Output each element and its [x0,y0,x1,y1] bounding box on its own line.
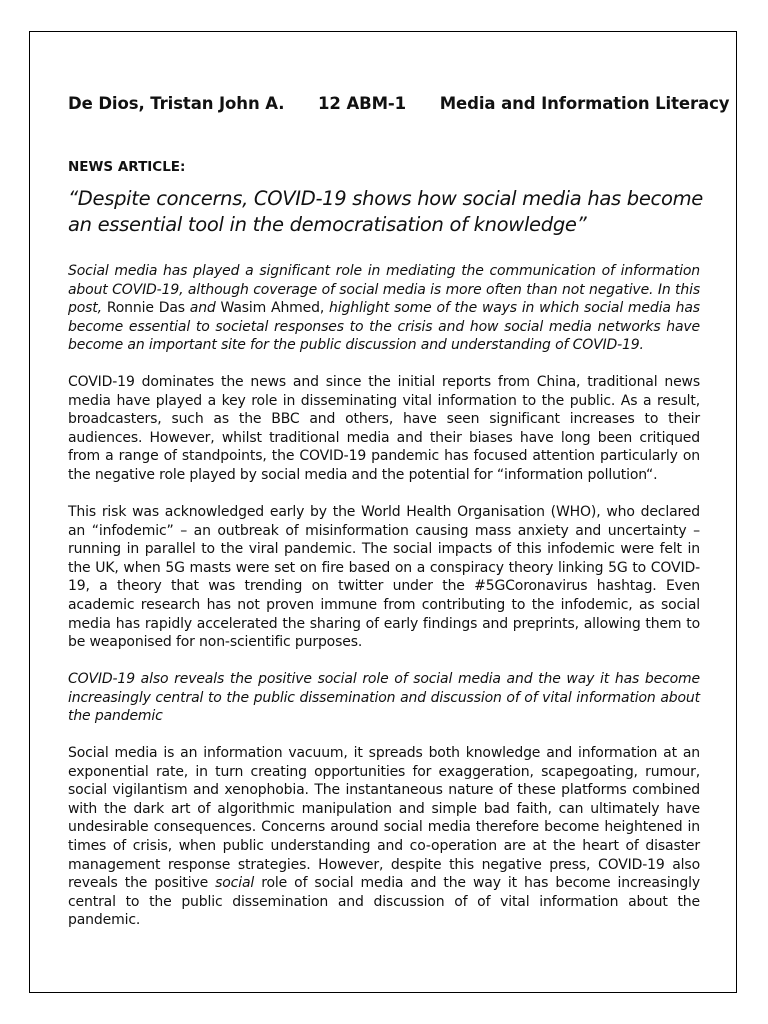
subject-title: Media and Information Literacy [439,94,730,113]
emphasis-word: social [215,875,255,892]
student-name: De Dios, Tristan John A. [68,94,285,113]
standfirst-text-2: highlight some of the ways in which social media has become essential to societal responses to the crisis and how social media networks have become an important site for the public discussion and understanding of COVID-19. [68,300,700,354]
article-headline: “Despite concerns, COVID-19 shows how social media has become an essential tool in the democratisation of knowledge” [68,187,703,236]
paragraph-text-2: role of social media and the way it has become increasingly central to the public dissemination and discussion of of vital information about the pandemic. [68,875,700,929]
paragraph-text-1: Social media is an information vacuum, it spreads both knowledge and information at an exponential rate, in turn creating opportunities for exaggeration, scapegoating, rumour, social vigilantism and xenophobia. The instantaneous nature of these platforms combined with the dark art of algorithmic manipulation and simple bad faith, can ultimately have undesirable consequences. Concerns around social media therefore become heightened in times of crisis, when public understanding and co-operation are at the heart of disaster management response strategies. However, despite this negative press, COVID-19 also reveals the positive [68,745,700,892]
class-section: 12 ABM-1 [318,94,407,113]
author-name: Wasim Ahmed, [220,300,325,317]
body-paragraph [68,744,700,930]
standfirst-and: and [189,300,216,317]
document-header [68,94,729,113]
body-paragraph: COVID-19 dominates the news and since the initial reports from China, traditional news media have played a key role in disseminating vital information to the public. As a result, broadcasters, such as the BBC and others, have seen significant increases to their audiences. However, whilst traditional media and their biases have long been critiqued from a range of standpoints, the COVID-19 pandemic has focused attention particularly on the negative role played by social media and the potential for “information pollution“. [68,374,700,483]
article-standfirst [68,262,700,355]
standfirst-text-1: Social media has played a significant role in mediating the communication of information about COVID-19, although coverage of social media is more often than not negative. In this post, [68,263,700,317]
pull-quote: COVID-19 also reveals the positive social role of social media and the way it has become increasingly central to the public dissemination and discussion of of vital information about the pandemic [68,671,700,725]
body-paragraph: This risk was acknowledged early by the World Health Organisation (WHO), who declared an “infodemic” – an outbreak of misinformation causing mass anxiety and uncertainty – running in parallel to the viral pandemic. The social impacts of this infodemic were felt in the UK, when 5G masts were set on fire based on a conspiracy theory linking 5G to COVID-19, a theory that was trending on twitter under the #5GCoronavirus hashtag. Even academic research has not proven immune from contributing to the infodemic, as social media has rapidly accelerated the sharing of early findings and preprints, allowing them to be weaponised for non-scientific purposes. [68,504,700,651]
news-article-label: NEWS ARTICLE: [68,159,186,175]
author-name: Ronnie Das [106,300,185,317]
